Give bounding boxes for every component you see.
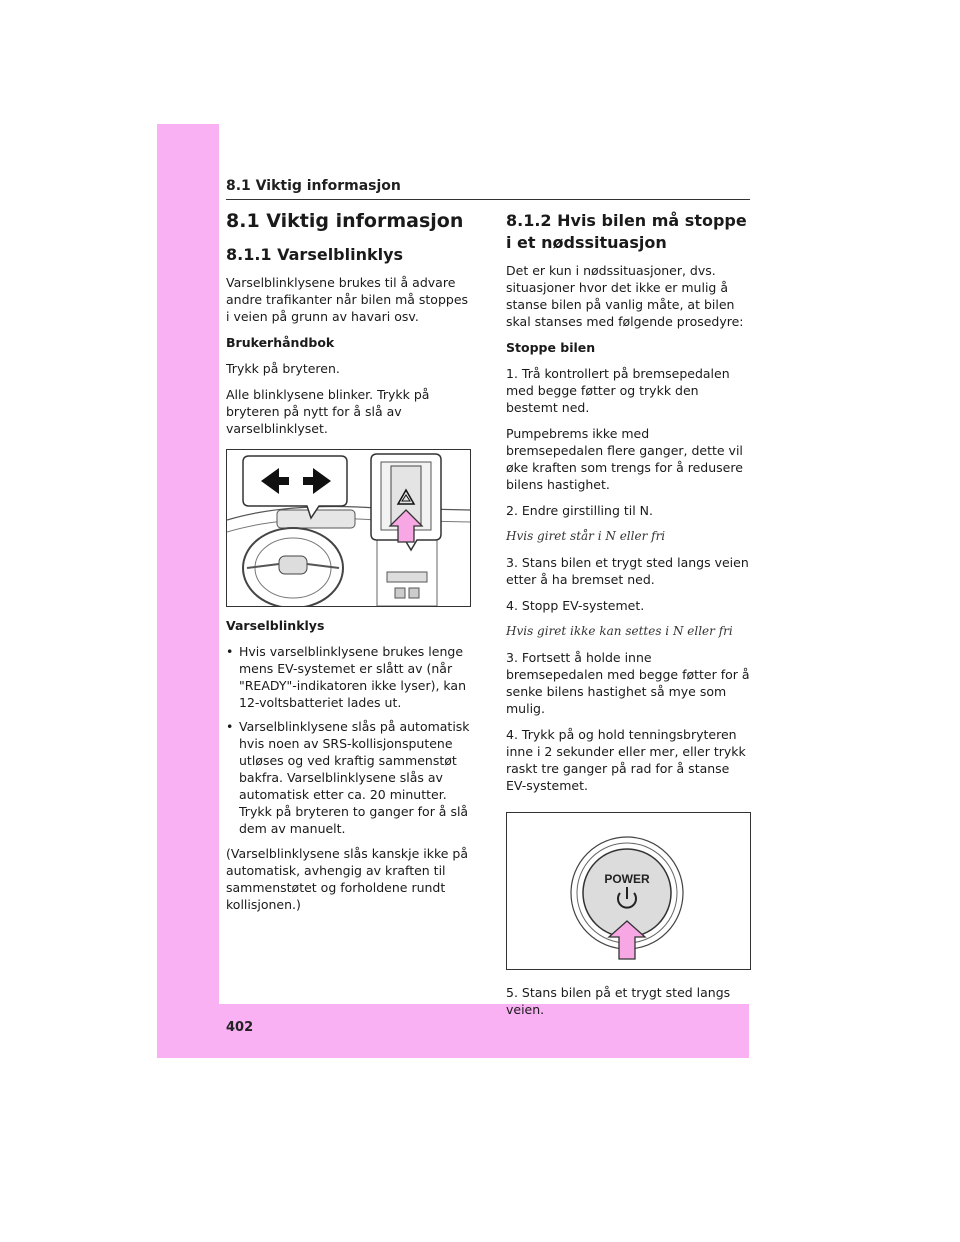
hazard-intro: Varselblinklysene brukes til å advare andre trafikanter når bilen må stoppes i veien på grunn av havari osv. — [226, 275, 469, 324]
press-switch-text: Trykk på bryteren. — [226, 361, 340, 376]
emergency-intro: Det er kun i nødssituasjoner, dvs. situasjoner hvor det ikke er mulig å stanse bilen på vanlig måte, at bilen skal stanses med følgende prosedyre: — [506, 263, 744, 329]
all-lights-text: Alle blinklysene blinker. Trykk på bryteren på nytt for å slå av varselblinklyset. — [226, 387, 430, 436]
step-4a: 4. Stopp EV-systemet. — [506, 598, 645, 613]
step-3b: 3. Fortsett å holde inne bremsepedalen med begge føtter for å senke bilens hastighet så mye som mulig. — [506, 650, 750, 716]
power-button-figure — [506, 812, 751, 970]
step-2: 2. Endre girstilling til N. — [506, 503, 654, 518]
case-a-heading: Hvis giret står i N eller fri — [506, 529, 666, 543]
step-1-note: Pumpebrems ikke med bremsepedalen flere ganger, dette vil øke kraften som trengs for å redusere bilens hastighet. — [506, 426, 743, 492]
step-1: 1. Trå kontrollert på bremsepedalen med begge føtter og trykk den bestemt ned. — [506, 366, 730, 415]
left-column — [226, 206, 470, 922]
list-item: • Varselblinklysene slås på automatisk hvis noen av SRS-kollisjonsputene utløses og ved kraftig sammenstøt bakfra. Varselblinklysene slås av automatisk etter ca. 20 minutter. Trykk på bryteren to ganger for å slå dem av manuelt. — [226, 719, 470, 836]
section-title: 8.1 Viktig informasjon — [226, 210, 464, 232]
side-strip — [157, 124, 219, 1058]
header-rule — [226, 199, 750, 200]
right-column — [506, 206, 750, 1027]
figure-heading-hazard: Varselblinklys — [226, 618, 325, 633]
power-button-illustration — [507, 813, 750, 969]
subsection-title-emergency: 8.1.2 Hvis bilen må stoppe i et nødssituasjon — [506, 211, 747, 252]
step-5: 5. Stans bilen på et trygt sted langs veien. — [506, 985, 731, 1017]
manual-heading: Brukerhåndbok — [226, 335, 335, 350]
stop-heading: Stoppe bilen — [506, 340, 596, 355]
dashboard-figure — [226, 449, 471, 607]
step-3a: 3. Stans bilen et trygt sted langs veien etter å ha bremset ned. — [506, 555, 749, 587]
power-label: POWER — [604, 872, 650, 886]
step-4b: 4. Trykk på og hold tenningsbryteren inne i 2 sekunder eller mer, eller trykk raskt tre ganger på rad for å stanse EV-systemet. — [506, 727, 746, 793]
hazard-bullets — [226, 643, 470, 837]
running-header: 8.1 Viktig informasjon — [226, 178, 401, 194]
page-number: 402 — [226, 1020, 254, 1035]
hazard-note: (Varselblinklysene slås kanskje ikke på automatisk, avhengig av kraften til sammenstøtet og forholdene rundt kollisjonen.) — [226, 846, 469, 912]
list-item: • Hvis varselblinklysene brukes lenge mens EV-systemet er slått av (når "READY"-indikatoren ikke lyser), kan 12-voltsbatteriet lades ut. — [226, 644, 467, 710]
subsection-title-hazard: 8.1.1 Varselblinklys — [226, 245, 404, 264]
dashboard-illustration — [227, 450, 470, 606]
case-b-heading: Hvis giret ikke kan settes i N eller fri — [506, 624, 733, 638]
